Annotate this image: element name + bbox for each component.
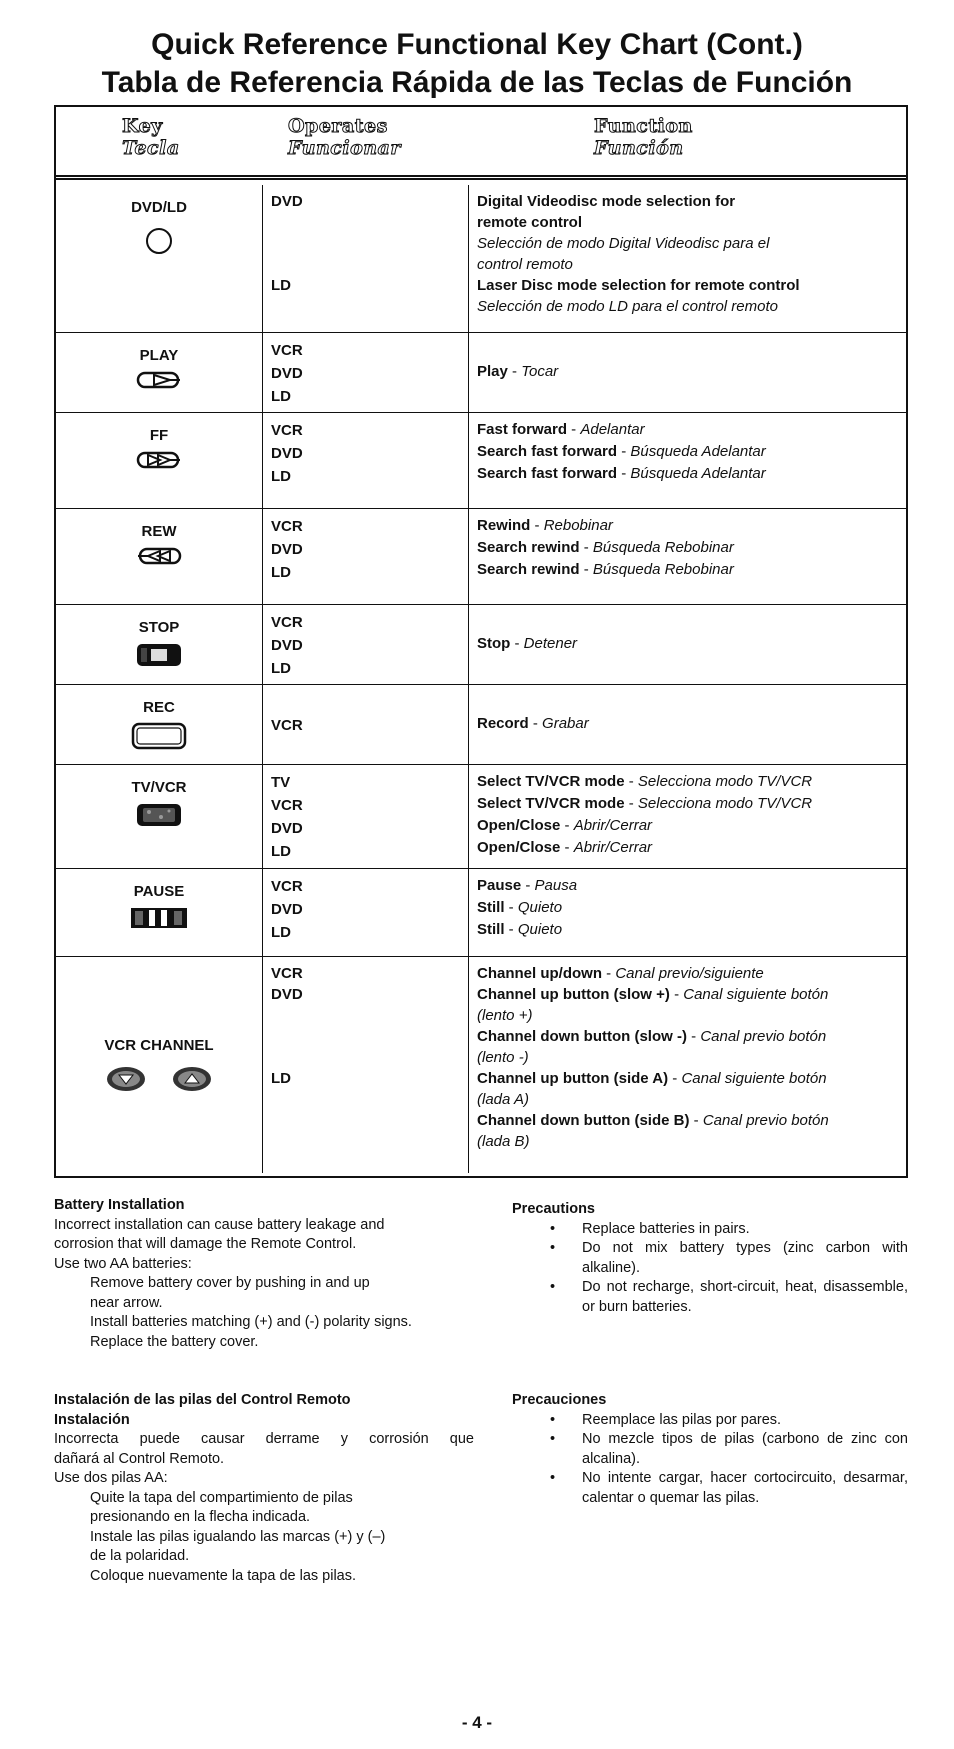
battery-use: Use two AA batteries: [54,1255,192,1272]
function-line: Open/Close - Abrir/Cerrar [477,817,653,834]
tv-vcr-button-icon [135,802,183,833]
function-es: Adelantar [580,421,645,438]
instalacion-heading-2: Instalación [54,1411,130,1428]
header-key [122,115,180,159]
key-label: DVD/LD [131,199,187,216]
page-title-english: Quick Reference Functional Key Chart (Cont.) [151,28,803,61]
operates-device: VCR [271,422,303,439]
operates-cell [263,185,469,332]
function-line [477,233,898,254]
function-line: Stop - Detener [477,635,578,652]
function-line: Play - Tocar [477,363,559,380]
function-line: Still - Quieto [477,921,563,938]
operates-cell [263,605,469,684]
operates-device: DVD [271,193,303,210]
function-cell [469,765,906,868]
table-row [56,509,906,605]
precaucion-item: • Reemplace las pilas por pares. [512,1411,908,1431]
operates-device [271,212,468,233]
key-label: REC [143,699,175,716]
play-button-icon [136,370,182,395]
operates-device: LD [271,843,291,860]
precauciones-list [512,1411,908,1509]
function-es: Quieto [517,899,563,916]
operates-cell [263,957,469,1173]
table-row [56,957,906,1173]
function-line: Search rewind - Búsqueda Rebobinar [477,539,734,556]
circle-button-icon [144,226,174,261]
operates-device: LD [271,1070,291,1087]
operates-device [271,1047,468,1068]
function-cell [469,957,906,1173]
function-line [477,691,898,713]
precautions-section [512,1200,908,1317]
function-es: Búsqueda Adelantar [630,465,766,482]
function-en: Open/Close [477,839,561,856]
table-row [56,685,906,765]
key-label: STOP [138,619,180,636]
instalacion-use: Use dos pilas AA: [54,1470,168,1486]
instalacion-step-1a: Quite la tapa del compartimiento de pilas [90,1489,353,1506]
header-key-es: Tecla [122,137,180,159]
operates-device: LD [271,468,291,485]
function-en: Play [477,363,508,380]
function-line [477,1089,898,1110]
function-en: Search fast forward [477,443,618,460]
function-en: Rewind [477,517,531,534]
function-en: Pause [477,877,522,894]
function-en: remote control [477,214,583,231]
precaution-item: • Do not mix battery types (zinc carbon with alkaline). [512,1239,908,1278]
function-en: Channel down button (side B) [477,1112,690,1129]
function-es: (lento -) [477,1049,529,1066]
function-line [477,254,898,275]
table-row [56,333,906,413]
function-es: Pausa [534,877,578,894]
operates-device [271,1005,468,1026]
battery-step-2: Install batteries matching (+) and (-) polarity signs. [90,1314,412,1330]
function-es: (lento +) [477,1007,533,1024]
function-line [477,611,898,633]
function-line: Channel up button (slow +) - Canal siguiente botón [477,986,829,1003]
page-number: - 4 - [461,1713,493,1732]
operates-device: VCR [271,965,303,982]
function-es: Selecciona modo TV/VCR [637,795,813,812]
key-cell [56,869,263,956]
header-key-en: Key [122,115,163,137]
function-en: Record [477,715,529,732]
function-line: Channel down button (side B) - Canal previo botón [477,1112,829,1129]
function-line: Search fast forward - Búsqueda Adelantar [477,443,766,460]
fast-forward-button-icon [136,450,182,475]
function-es: Quieto [517,921,563,938]
function-line: Channel up button (side A) - Canal siguiente botón [477,1070,827,1087]
function-en: Search rewind [477,561,580,578]
instalacion-intro-1: Incorrecta puede causar derrame y corrosión que [54,1431,474,1447]
function-en: Channel down button (slow -) [477,1028,687,1045]
function-es: Selección de modo LD para el control remoto [477,298,778,315]
operates-device: LD [271,924,291,941]
key-label: PLAY [139,347,179,364]
function-en: Still [477,921,505,938]
operates-cell [263,413,469,508]
function-line [477,296,898,317]
header-function-es: Función [594,137,684,159]
precaucion-item: • No mezcle tipos de pilas (carbono de zinc con alcalina). [512,1430,908,1469]
precaution-item: • Do not recharge, short-circuit, heat, disassemble, or burn batteries. [512,1278,908,1317]
function-es: Canal siguiente botón [681,1070,827,1087]
battery-step-1a: Remove battery cover by pushing in and up [90,1275,370,1291]
function-line [477,275,898,296]
precaucion-item: • No intente cargar, hacer cortocircuito, desarmar, calentar o quemar las pilas. [512,1469,908,1508]
function-es: Abrir/Cerrar [573,817,653,834]
function-es: (lada A) [477,1091,529,1108]
operates-device: DVD [271,901,303,918]
function-en: Laser Disc mode selection for remote control [477,277,800,294]
instalacion-section [54,1391,474,1586]
function-es: Abrir/Cerrar [573,839,653,856]
key-cell [56,509,263,604]
function-line: Channel down button (slow -) - Canal previo botón [477,1028,827,1045]
function-es: Grabar [542,715,589,732]
operates-device: DVD [271,820,303,837]
function-line [477,212,898,233]
function-es: Canal previo/siguiente [615,965,764,982]
function-en: Channel up button (side A) [477,1070,669,1087]
rewind-button-icon [136,546,182,571]
function-es: Detener [523,635,578,652]
record-button-icon [131,722,187,755]
channel-up-down-buttons-icon [104,1064,214,1099]
function-line: Select TV/VCR mode - Selecciona modo TV/VCR [477,773,813,790]
header-operates [288,115,401,159]
function-es: Selección de modo Digital Videodisc para el [477,235,770,252]
function-es: Canal siguiente botón [683,986,829,1003]
operates-device [271,1026,468,1047]
function-en: Fast forward [477,421,568,438]
function-line: Open/Close - Abrir/Cerrar [477,839,653,856]
key-cell [56,185,263,332]
key-label: REW [141,523,177,540]
operates-device: LD [271,660,291,677]
battery-intro-1: Incorrect installation can cause battery leakage and [54,1216,385,1233]
battery-intro-2: corrosion that will damage the Remote Control. [54,1236,357,1252]
function-en: Digital Videodisc mode selection for [477,193,736,210]
function-en: Open/Close [477,817,561,834]
operates-device: DVD [271,445,303,462]
operates-device: DVD [271,541,303,558]
operates-device: LD [271,388,291,405]
precauciones-heading: Precauciones [512,1392,607,1408]
operates-device: VCR [271,878,303,895]
header-function [594,115,693,159]
precautions-heading: Precautions [512,1201,595,1217]
function-line [477,1005,898,1026]
header-operates-es: Funcionar [288,137,401,159]
key-label: VCR CHANNEL [104,1037,214,1054]
function-cell [469,333,906,412]
instalacion-step-3: Coloque nuevamente la tapa de las pilas. [90,1567,357,1584]
instalacion-step-1b: presionando en la flecha indicada. [90,1509,311,1525]
function-en: Channel up button (slow +) [477,986,670,1003]
header-operates-en: Operates [288,115,388,137]
function-es: Búsqueda Rebobinar [592,539,734,556]
operates-device: LD [271,277,291,294]
function-cell [469,869,906,956]
key-cell [56,685,263,764]
instalacion-intro-2: dañará al Control Remoto. [54,1450,225,1467]
key-label: TV/VCR [131,779,187,796]
function-line: Still - Quieto [477,899,563,916]
function-line [477,339,898,361]
table-header [56,107,906,180]
battery-heading: Battery Installation [54,1197,185,1213]
function-es: Rebobinar [543,517,613,534]
function-cell [469,413,906,508]
function-line: Search fast forward - Búsqueda Adelantar [477,465,766,482]
function-line [477,191,898,212]
operates-device: DVD [271,365,303,382]
function-es: Selecciona modo TV/VCR [637,773,813,790]
pause-button-icon [129,906,189,935]
instalacion-heading-1: Instalación de las pilas del Control Remoto [54,1392,351,1408]
operates-device [271,254,468,275]
page-title-spanish: Tabla de Referencia Rápida de las Teclas de Función [101,66,853,99]
operates-cell [263,765,469,868]
instalacion-step-2a: Instale las pilas igualando las marcas (+) y (–) [90,1528,386,1545]
operates-device: DVD [271,637,303,654]
function-en: Still [477,899,505,916]
operates-device: VCR [271,614,303,631]
function-line: Pause - Pausa [477,877,578,894]
function-en: Select TV/VCR mode [477,795,625,812]
key-label: FF [149,427,169,444]
function-es: Tocar [521,363,559,380]
operates-cell [263,509,469,604]
function-line: Channel up/down - Canal previo/siguiente [477,965,764,982]
key-cell [56,413,263,508]
function-cell [469,509,906,604]
function-es: Búsqueda Adelantar [630,443,766,460]
function-es: Canal previo botón [702,1112,829,1129]
function-cell [469,685,906,764]
operates-device: VCR [271,518,303,535]
precaution-item: • Replace batteries in pairs. [512,1220,908,1240]
operates-device [271,233,468,254]
precauciones-section [512,1391,908,1508]
operates-device: VCR [271,717,303,734]
function-line: Record - Grabar [477,715,589,732]
operates-cell [263,869,469,956]
function-line: Select TV/VCR mode - Selecciona modo TV/VCR [477,795,813,812]
operates-device: VCR [271,342,303,359]
function-es: control remoto [477,256,573,273]
function-en: Search rewind [477,539,580,556]
key-cell [56,605,263,684]
function-line [477,1047,898,1068]
function-en: Stop [477,635,511,652]
key-cell [56,765,263,868]
function-line: Rewind - Rebobinar [477,517,613,534]
key-chart-table [54,105,908,1178]
function-es: Búsqueda Rebobinar [592,561,734,578]
table-row [56,765,906,869]
operates-device: LD [271,564,291,581]
operates-device [271,691,468,714]
battery-step-3: Replace the battery cover. [90,1333,259,1350]
function-line [477,1131,898,1152]
stop-button-icon [135,642,183,673]
function-es: Canal previo botón [700,1028,827,1045]
table-row [56,413,906,509]
key-cell [56,957,263,1173]
header-function-en: Function [594,115,693,137]
battery-installation-section [54,1196,459,1352]
function-cell [469,185,906,332]
instalacion-step-2b: de la polaridad. [90,1548,190,1564]
function-en: Search fast forward [477,465,618,482]
battery-step-1b: near arrow. [90,1294,163,1311]
precautions-list [512,1220,908,1318]
function-en: Select TV/VCR mode [477,773,625,790]
function-es: (lada B) [477,1133,530,1150]
table-row [56,605,906,685]
operates-cell [263,685,469,764]
key-label: PAUSE [133,883,185,900]
function-line: Fast forward - Adelantar [477,421,645,438]
function-cell [469,605,906,684]
table-row [56,869,906,957]
key-cell [56,333,263,412]
operates-device: VCR [271,797,303,814]
function-en: Channel up/down [477,965,602,982]
table-row [56,185,906,333]
function-line: Search rewind - Búsqueda Rebobinar [477,561,734,578]
operates-cell [263,333,469,412]
operates-device: DVD [271,986,303,1003]
operates-device: TV [271,774,291,791]
